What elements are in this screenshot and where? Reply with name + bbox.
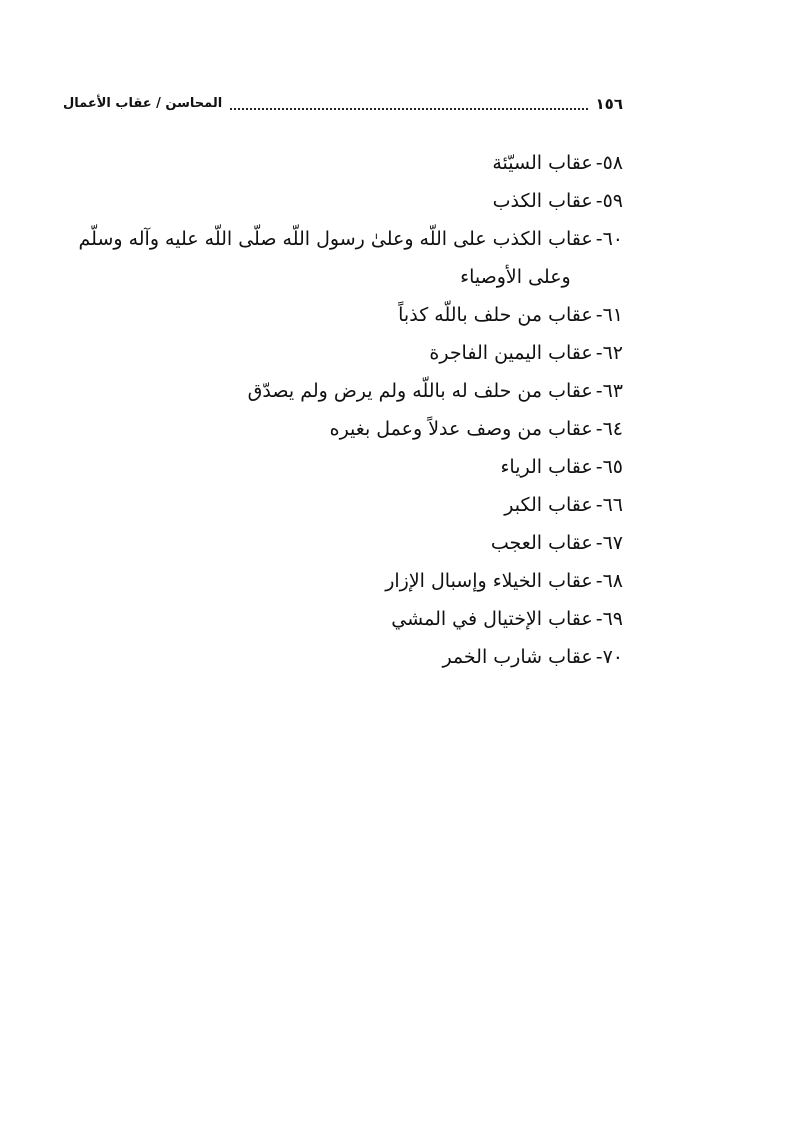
entry-title: عقاب الكذب: [492, 190, 593, 212]
toc-entry-58: [63, 144, 623, 182]
page-number: ١٥٦: [595, 95, 623, 113]
entry-number: ٦١-: [595, 304, 623, 326]
entry-number: ٥٩-: [595, 190, 623, 212]
entry-number: ٦٠-: [595, 228, 623, 250]
entry-number: ٦٢-: [595, 342, 623, 364]
entry-title: عقاب شارب الخمر: [442, 646, 593, 668]
entry-title: عقاب الإختيال في المشي: [391, 608, 593, 630]
toc-entry-63: [63, 372, 623, 410]
toc-entry-70: [63, 638, 623, 676]
entry-title-continuation: وعلى الأوصياء: [460, 266, 571, 288]
toc-entry-65: [63, 448, 623, 486]
entry-title: عقاب الكذب على اللّه وعلىٰ رسول اللّه صلّى اللّه عليه وآله وسلّم: [78, 228, 593, 250]
entry-title: عقاب السيّئة: [492, 152, 593, 174]
entry-title: عقاب العجب: [490, 532, 593, 554]
entry-number: ٦٨-: [595, 570, 623, 592]
entry-number: ٥٨-: [595, 152, 623, 174]
entry-number: ٧٠-: [595, 646, 623, 668]
toc-entry-64: [63, 410, 623, 448]
entry-title: عقاب من وصف عدلاً وعمل بغيره: [329, 418, 593, 440]
entry-title-block: [63, 220, 593, 296]
entry-title: عقاب الرياء: [500, 456, 593, 478]
toc-entry-69: [63, 600, 623, 638]
running-header: [63, 92, 623, 116]
table-of-contents: [63, 144, 623, 676]
entry-title: عقاب الخيلاء وإسبال الإزار: [385, 570, 593, 592]
toc-entry-59: [63, 182, 623, 220]
entry-title: عقاب من حلف له باللّه ولم يرض ولم يصدّق: [247, 380, 593, 402]
entry-number: ٦٤-: [595, 418, 623, 440]
entry-number: ٦٦-: [595, 494, 623, 516]
entry-number: ٦٥-: [595, 456, 623, 478]
toc-entry-60: [63, 220, 623, 296]
toc-entry-67: [63, 524, 623, 562]
toc-entry-68: [63, 562, 623, 600]
entry-title: عقاب اليمين الفاجرة: [429, 342, 593, 364]
entry-number: ٦٧-: [595, 532, 623, 554]
dotted-leader: [230, 104, 587, 110]
entry-number: ٦٩-: [595, 608, 623, 630]
entry-title: عقاب الكبر: [504, 494, 593, 516]
running-title: المحاسن / عقاب الأعمال: [63, 96, 223, 111]
toc-entry-66: [63, 486, 623, 524]
toc-entry-62: [63, 334, 623, 372]
entry-title: عقاب من حلف باللّه كذباً: [398, 304, 593, 326]
toc-entry-61: [63, 296, 623, 334]
entry-number: ٦٣-: [595, 380, 623, 402]
